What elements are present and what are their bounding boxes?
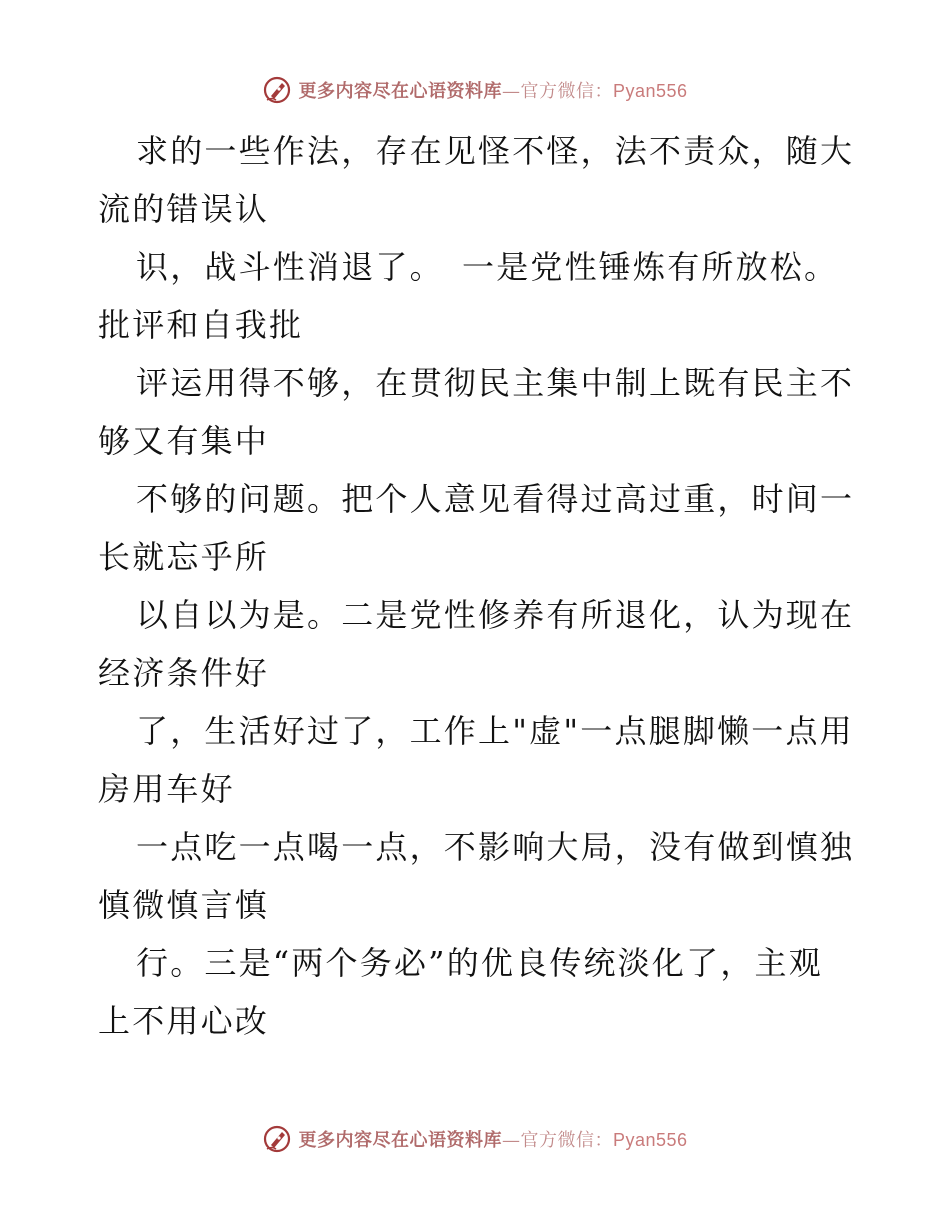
footer-banner [0,1121,950,1157]
body-line: 不够的问题。把个人意见看得过高过重，时间一 [136,480,855,518]
body-line: 慎微慎言慎 [98,886,270,924]
body-line: 求的一些作法，存在见怪不怪，法不责众，随大 [136,132,855,170]
header-wechat-label: 官方微信： [520,81,613,102]
pen-nib-circle-icon [262,1124,292,1154]
body-line: 批评和自我批 [98,306,304,344]
body-line: 识，战斗性消退了。 一是党性锤炼有所放松。 [136,248,839,286]
body-line: 房用车好 [98,770,235,808]
footer-wechat-label: 官方微信： [520,1130,613,1151]
body-line: 了，生活好过了，工作上"虚"一点腿脚懒一点用 [136,712,854,750]
body-line: 长就忘乎所 [98,538,270,576]
header-wechat-id: Pyan556 [612,81,688,101]
body-line: 以自以为是。二是党性修养有所退化，认为现在 [136,596,855,634]
header-brand: 更多内容尽在心语资料库 [298,81,502,102]
footer-brand: 更多内容尽在心语资料库 [298,1130,502,1151]
footer-banner-text [298,1126,687,1152]
footer-wechat-id: Pyan556 [612,1130,688,1150]
document-body [98,122,858,1050]
header-dash: — [501,81,521,102]
header-banner-text [298,77,687,103]
body-line: 经济条件好 [98,654,270,692]
body-line: 够又有集中 [98,422,270,460]
header-banner [0,72,950,108]
body-line: 评运用得不够，在贯彻民主集中制上既有民主不 [136,364,855,402]
body-line: 一点吃一点喝一点，不影响大局，没有做到慎独 [136,828,855,866]
body-line: 行。三是“两个务必”的优良传统淡化了，主观 [136,944,823,982]
body-line: 上不用心改 [98,1002,270,1040]
pen-nib-circle-icon [262,75,292,105]
footer-dash: — [501,1130,521,1151]
body-line: 流的错误认 [98,190,270,228]
